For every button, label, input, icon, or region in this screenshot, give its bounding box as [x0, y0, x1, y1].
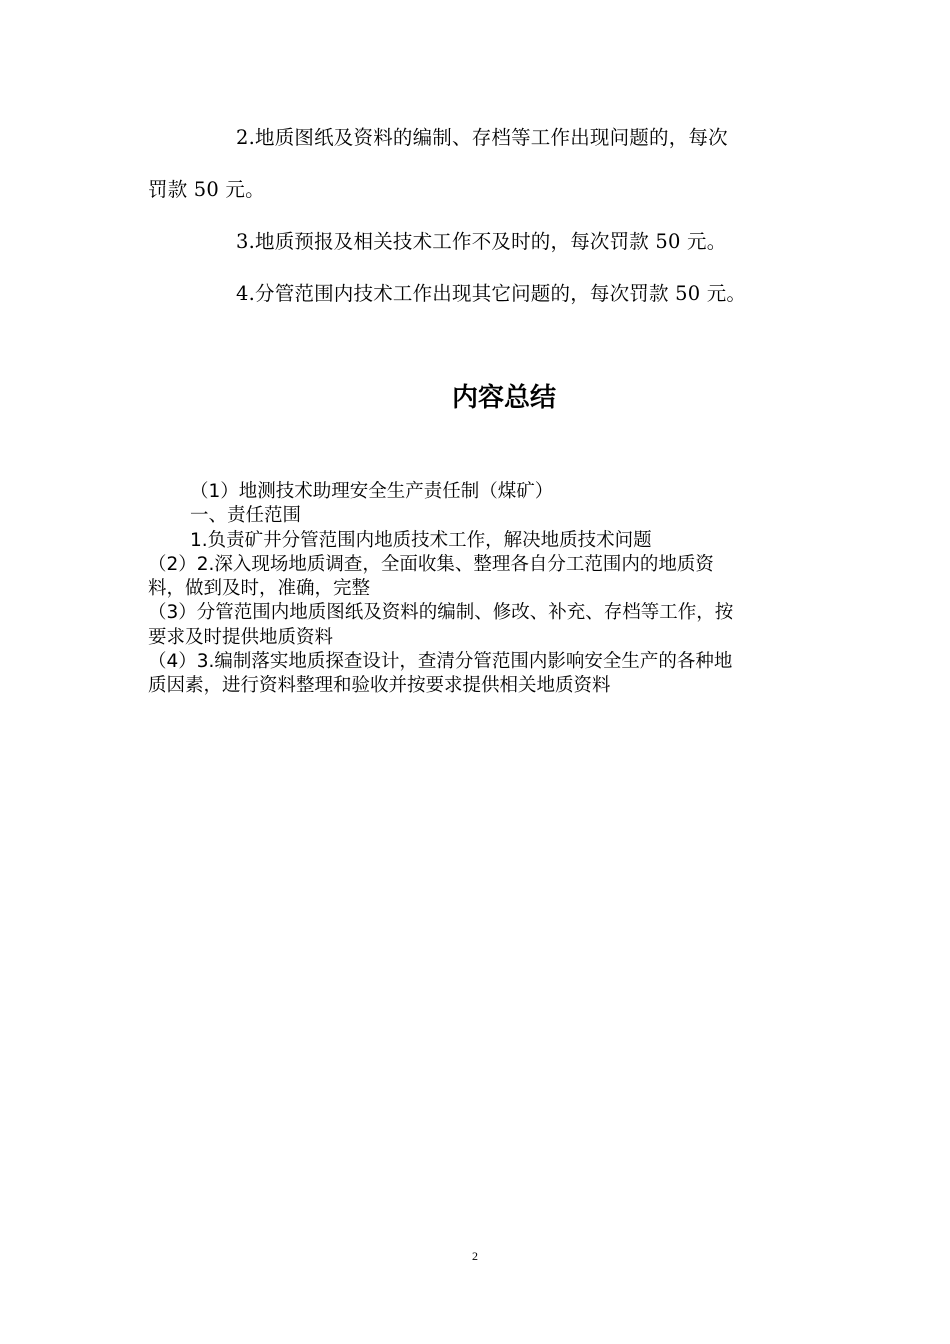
penalty-item-2-line-2: 罚款 50 元。 [148, 178, 265, 201]
page-number: 2 [472, 1249, 478, 1263]
penalty-item-3: 3.地质预报及相关技术工作不及时的，每次罚款 50 元。 [236, 230, 727, 253]
summary-line: 一、责任范围 [190, 505, 302, 527]
summary-line: （4）3.编制落实地质探查设计，查清分管范围内影响安全生产的各种地 [148, 651, 733, 673]
summary-line: 要求及时提供地质资料 [148, 626, 334, 648]
summary-line: （2）2.深入现场地质调查，全面收集、整理各自分工范围内的地质资 [148, 553, 714, 575]
penalty-item-4: 4.分管范围内技术工作出现其它问题的，每次罚款 50 元。 [236, 282, 747, 305]
summary-line: （3）分管范围内地质图纸及资料的编制、修改、补充、存档等工作，按 [148, 602, 734, 624]
summary-line: 质因素，进行资料整理和验收并按要求提供相关地质资料 [148, 675, 611, 697]
summary-line: 1.负责矿井分管范围内地质技术工作，解决地质技术问题 [190, 529, 652, 551]
summary-block [148, 480, 808, 699]
penalty-item-2-line-1: 2.地质图纸及资料的编制、存档等工作出现问题的，每次 [236, 126, 728, 149]
summary-title: 内容总结 [451, 383, 556, 413]
summary-line: 料，做到及时，准确，完整 [148, 578, 371, 600]
summary-line: （1）地测技术助理安全生产责任制（煤矿） [190, 481, 554, 502]
